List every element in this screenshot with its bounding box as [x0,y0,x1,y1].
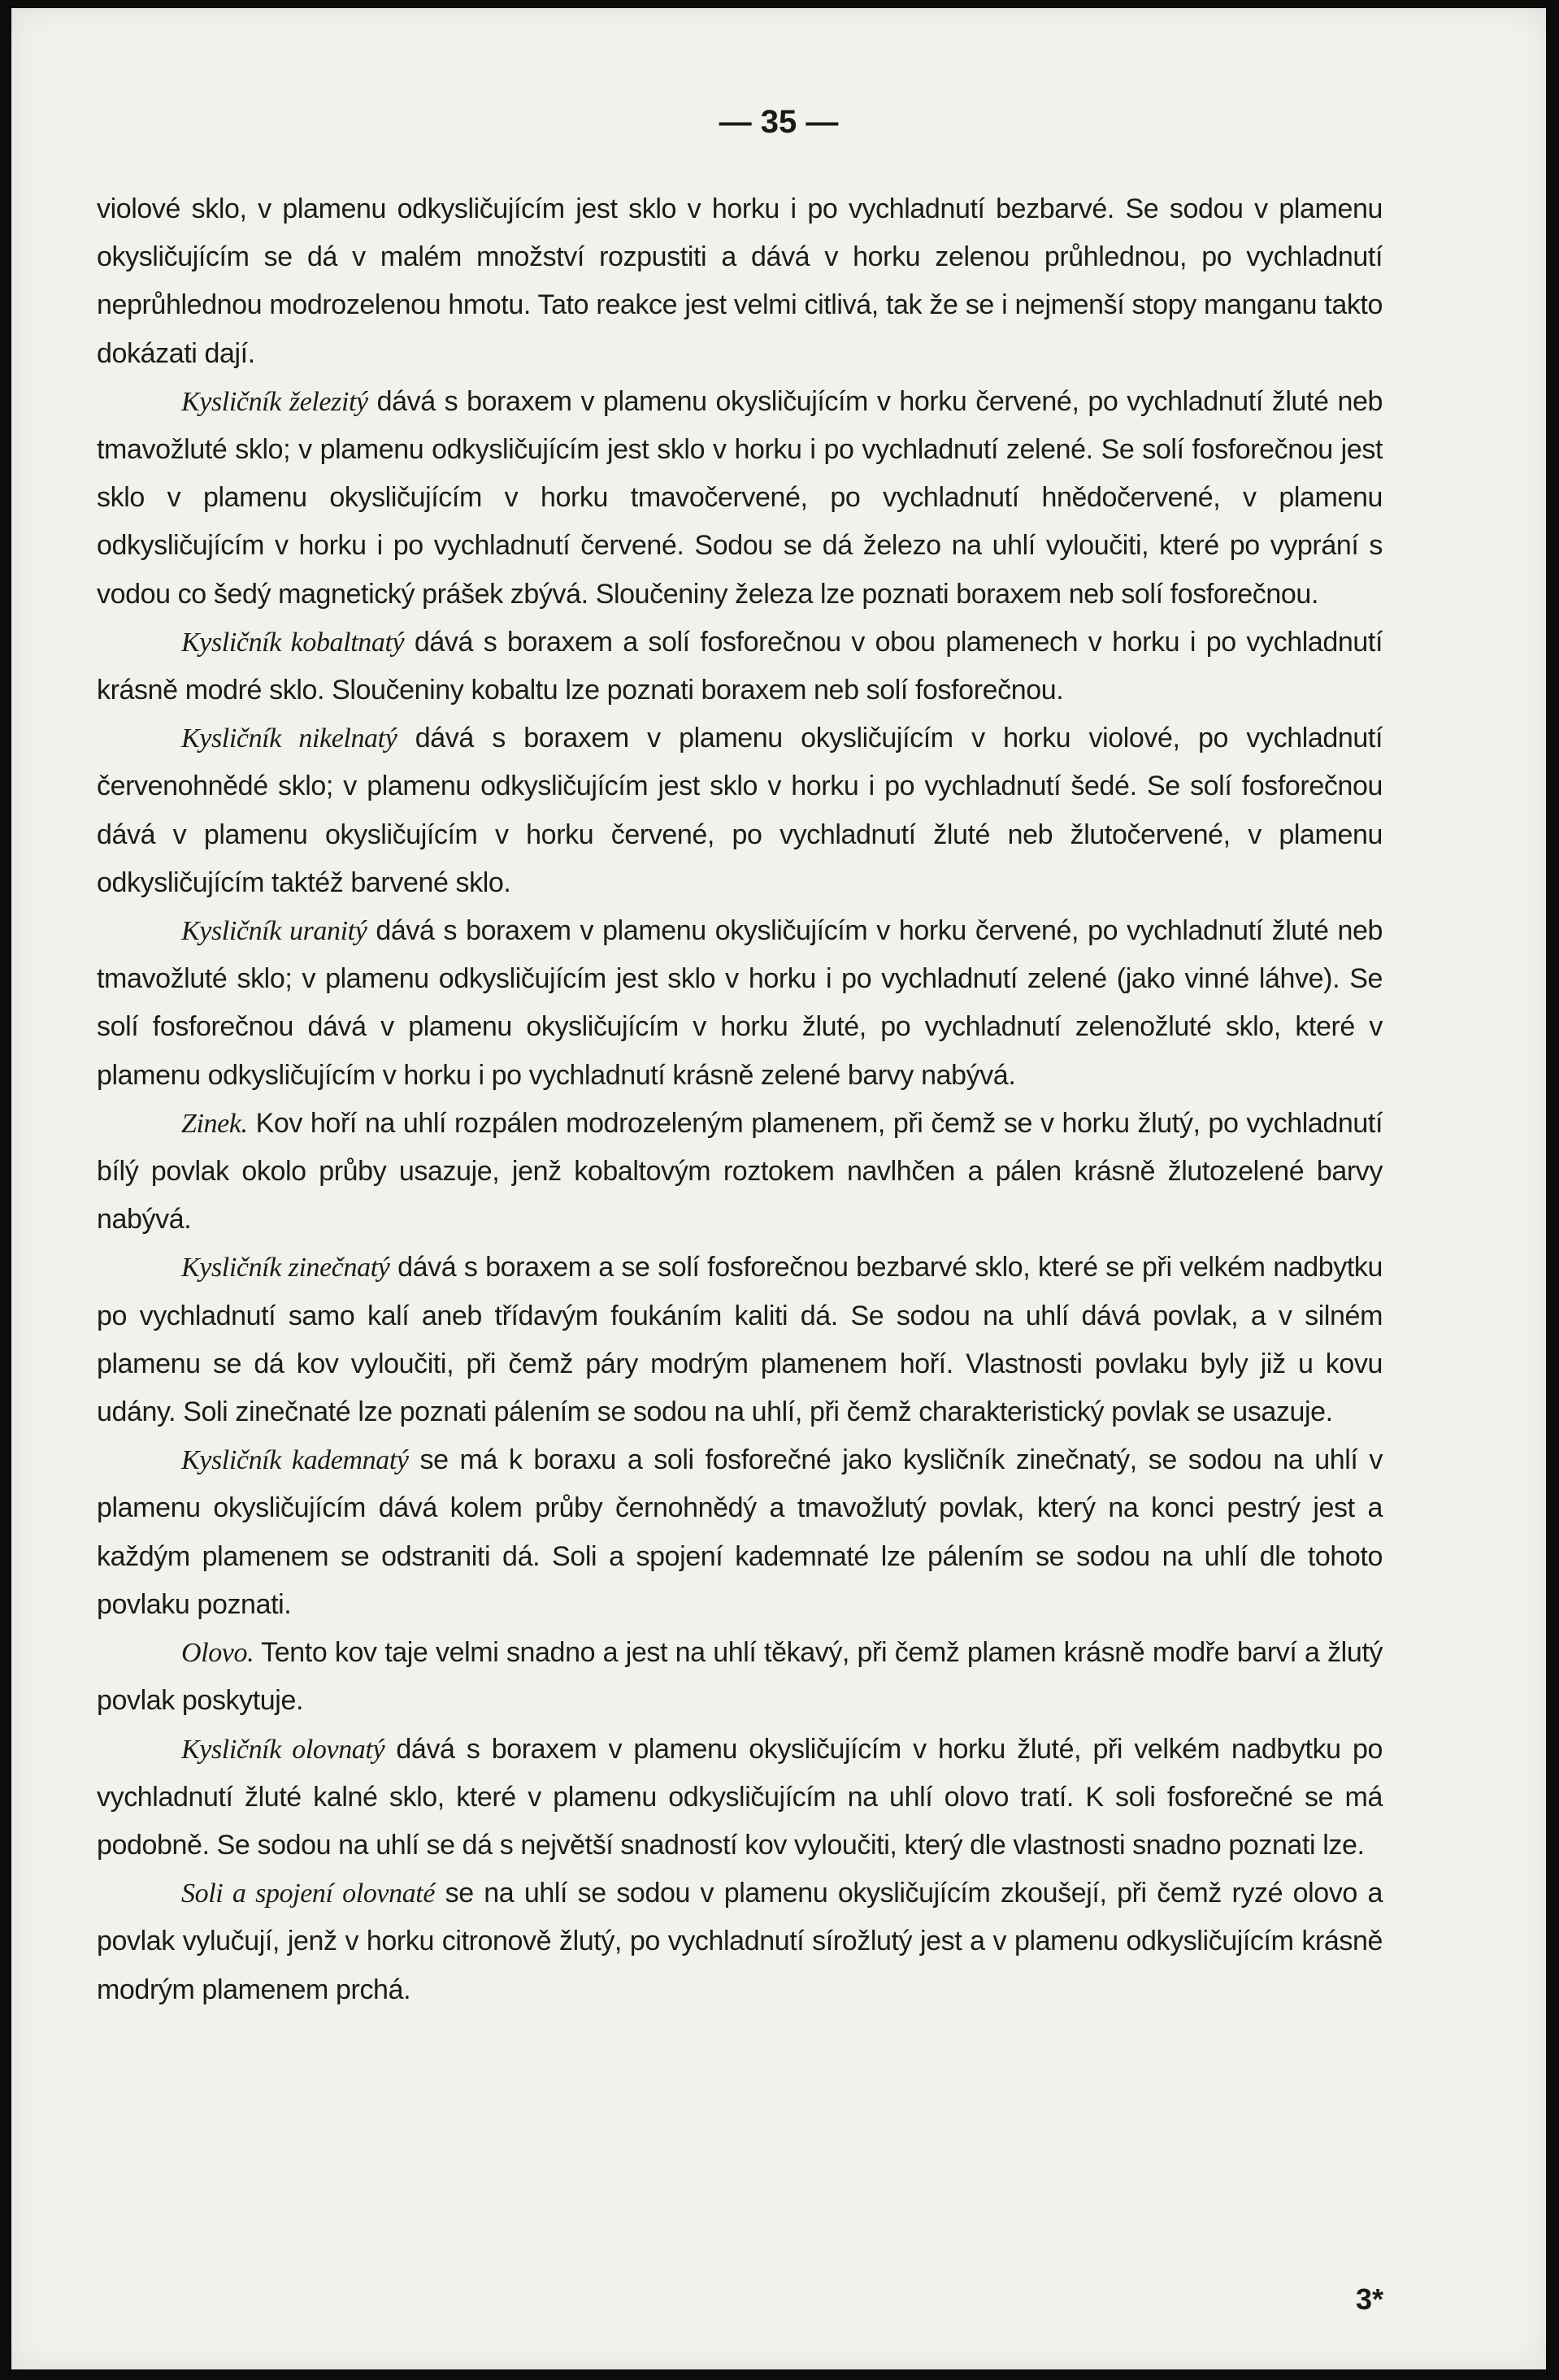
signature-mark: 3* [1355,2282,1383,2316]
page-body [97,185,1383,2014]
paragraph-uranium-oxide [97,907,1383,1100]
paragraph-text: se má k boraxu a soli fosforečné jako kysličník zinečnatý, se sodou na uhlí v plamenu okysličujícím dává kolem průby černohnědý a tmavožlutý povlak, který na konci pestrý jest a každým plamenem se odstraniti dá. Soli a spojení kademnaté lze pálením se sodou na uhlí dle tohoto povlaku poznati. [97,1444,1383,1620]
paragraph-term: Zinek. [181,1108,248,1139]
paragraph-lead [97,1629,1383,1725]
paragraph-text: violové sklo, v plamenu odkysličujícím jest sklo v horku i po vychladnutí bezbarvé. Se sodou v plamenu okysličujícím se dá v malém množství rozpustiti a dává v horku zelenou průhlednou, po vychladnutí neprůhlednou modrozelenou hmotu. Tato reakce jest velmi citlivá, tak že se i nejmenší stopy manganu takto dokázati dají. [97,193,1383,369]
paragraph-term: Olovo. [181,1638,254,1669]
page-number-header: — 35 — [719,104,839,140]
paragraph-nickel-oxide [97,714,1383,907]
paragraph-cadmium-oxide [97,1436,1383,1629]
paragraph-cobalt-oxide [97,619,1383,714]
paragraph-text: dává s boraxem v plamenu okysličujícím v horku červené, po vychladnutí žluté neb tmavožluté sklo; v plamenu odkysličujícím jest sklo v horku i po vychladnutí zelené. Se solí fosforečnou jest sklo v plamenu okysličujícím v horku tmavočervené, po vychladnutí hnědočervené, v plamenu odkysličujícím v horku i po vychladnutí červené. Sodou se dá železo na uhlí vyloučiti, které po vyprání s vodou co šedý magnetický prášek zbývá. Sloučeniny železa lze poznati boraxem neb solí fosforečnou. [97,385,1383,610]
paragraph-term: Kysličník zinečnatý [181,1253,390,1283]
paragraph-term: Soli a spojení olovnaté [181,1878,436,1909]
paragraph-term: Kysličník nikelnatý [181,723,397,754]
paragraph-text: dává s boraxem v plamenu okysličujícím v horku červené, po vychladnutí žluté neb tmavožluté sklo; v plamenu odkysličujícím jest sklo v horku i po vychladnutí zelené (jako vinné láhve). Se solí fosforečnou dává v plamenu okysličujícím v horku žluté, po vychladnutí zelenožluté sklo, které v plamenu odkysličujícím v horku i po vychladnutí krásně zelené barvy nabývá. [97,915,1383,1091]
paragraph-iron-oxide [97,378,1383,619]
paragraph-term: Kysličník železitý [181,386,368,417]
paragraph-term: Kysličník uranitý [181,916,367,947]
paragraph-lead-salts [97,1870,1383,2014]
paragraph-lead-oxide [97,1726,1383,1870]
paragraph-text: se na uhlí se sodou v plamenu okysličujícím zkoušejí, při čemž ryzé olovo a povlak vylučují, jenž v horku citronově žlutý, po vychladnutí sírožlutý jest a v plamenu odkysličujícím krásně modrým plamenem prchá. [97,1878,1383,2005]
paragraph-zinc-oxide [97,1244,1383,1436]
paragraph-text: dává s boraxem a solí fosforečnou v obou plamenech v horku i po vychladnutí krásně modré sklo. Sloučeniny kobaltu lze poznati boraxem neb solí fosforečnou. [97,626,1383,706]
paragraph-text: dává s boraxem v plamenu okysličujícím v horku violové, po vychladnutí červenohnědé sklo; v plamenu odkysličujícím jest sklo v horku i po vychladnutí šedé. Se solí fosforečnou dává v plamenu okysličujícím v horku červené, po vychladnutí žluté neb žlutočervené, v plamenu odkysličujícím taktéž barvené sklo. [97,723,1383,898]
paragraph-text: Kov hoří na uhlí rozpálen modrozeleným plamenem, při čemž se v horku žlutý, po vychladnutí bílý povlak okolo průby usazuje, jenž kobaltovým roztokem navlhčen a pálen krásně žlutozelené barvy nabývá. [97,1107,1383,1236]
paragraph-zinc [97,1100,1383,1244]
book-page [11,8,1546,2369]
paragraph-term: Kysličník kademnatý [181,1445,409,1476]
paragraph-term: Kysličník kobaltnatý [181,627,405,658]
paragraph-text: dává s boraxem v plamenu okysličujícím v horku žluté, při velkém nadbytku po vychladnutí žluté kalné sklo, které v plamenu odkysličujícím na uhlí olovo tratí. K soli fosforečné se má podobně. Se sodou na uhlí se dá s největší snadností kov vyloučiti, který dle vlastnosti snadno poznati lze. [97,1733,1383,1861]
paragraph-1 [97,185,1383,378]
paragraph-text: Tento kov taje velmi snadno a jest na uhlí těkavý, při čemž plamen krásně modře barví a žlutý povlak poskytuje. [97,1637,1383,1717]
paragraph-text: dává s boraxem a se solí fosforečnou bezbarvé sklo, které se při velkém nadbytku po vychladnutí samo kalí aneb třídavým foukáním kaliti dá. Se sodou na uhlí dává povlak, a v silném plamenu se dá kov vyloučiti, při čemž páry modrým plamenem hoří. Vlastnosti povlaku byly již u kovu udány. Soli zinečnaté lze poznati pálením se sodou na uhlí, při čemž charakteristický povlak se usazuje. [97,1252,1383,1428]
paragraph-term: Kysličník olovnatý [181,1734,385,1765]
